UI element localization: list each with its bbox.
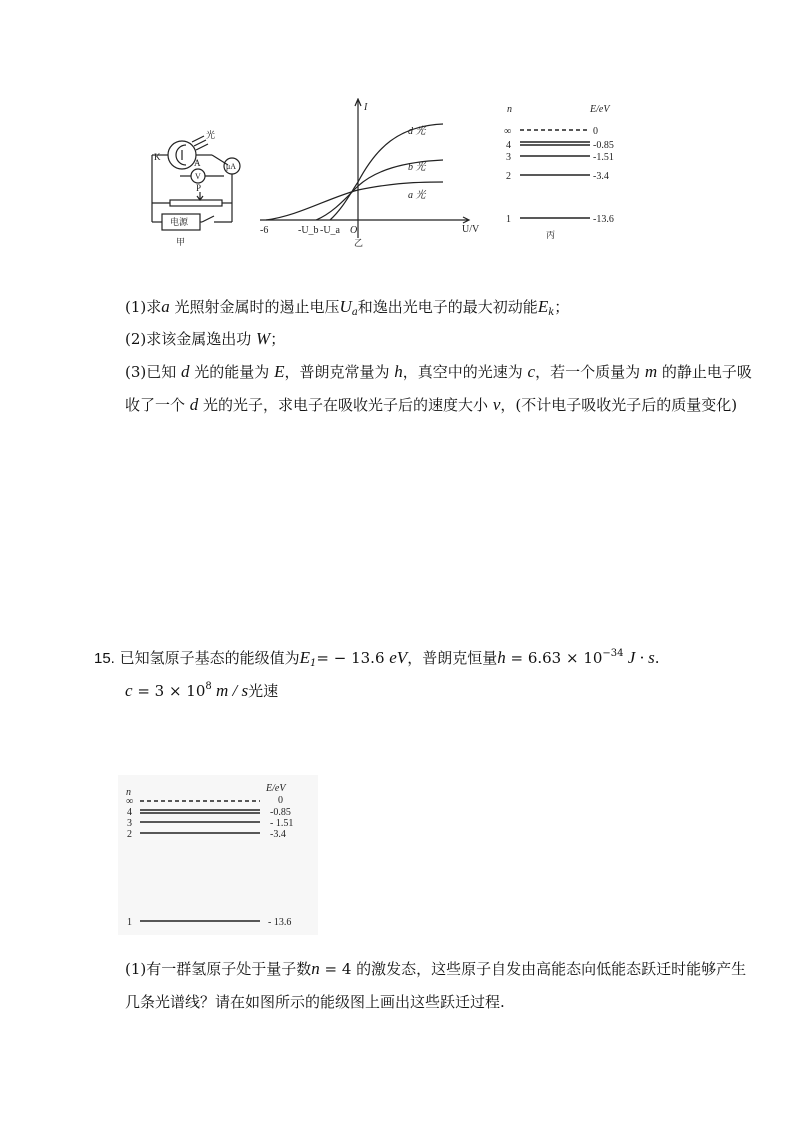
figure-energy-levels-top bbox=[500, 100, 630, 240]
level-label-n: 2 bbox=[127, 829, 132, 840]
label-k: K bbox=[154, 152, 161, 162]
level-label-n: 3 bbox=[127, 818, 132, 829]
curve-a-label: a 光 bbox=[408, 190, 426, 201]
header-n: n bbox=[507, 104, 512, 115]
caption-yi: 乙 bbox=[354, 238, 364, 248]
curve-b-label: b 光 bbox=[408, 162, 426, 173]
q14-part2: (2)求该金属逸出功 W； bbox=[125, 329, 286, 348]
level-label-e: -3.4 bbox=[270, 829, 286, 840]
q15-part1-line2: 几条光谱线？请在如图所示的能级图上画出这些跃迁过程. bbox=[125, 993, 505, 1011]
level-label-e: - 1.51 bbox=[270, 818, 294, 829]
q14-part1: (1)求a 光照射金属时的遏止电压$U_a$和逸出光电子的最大初动能$E_k$； bbox=[125, 297, 570, 318]
switch bbox=[202, 216, 214, 222]
tick-ua: -U_a bbox=[320, 225, 340, 236]
level-label-e: -0.85 bbox=[270, 807, 291, 818]
label-p: P bbox=[196, 183, 202, 193]
q15-part1: (1)有一群氢原子处于量子数n = 4 的激发态，这些原子自发由高能态向低能态跃迁时能够产生 bbox=[125, 959, 747, 978]
level-label-n: 4 bbox=[127, 807, 132, 818]
y-axis-label: I bbox=[364, 102, 368, 113]
level-label-n: ∞ bbox=[126, 796, 134, 807]
light-ray bbox=[194, 140, 206, 146]
figure-energy-levels-q15 bbox=[118, 775, 318, 935]
level-label-e: -13.6 bbox=[593, 214, 614, 225]
question-number: 15. bbox=[94, 650, 115, 667]
level-label-e: - 13.6 bbox=[268, 917, 292, 928]
light-ray bbox=[196, 144, 208, 150]
header-n: n bbox=[126, 787, 131, 798]
curve-d bbox=[330, 124, 443, 220]
label-a: A bbox=[194, 158, 201, 168]
tick-ub: -U_b bbox=[298, 225, 319, 236]
level-label-n: 2 bbox=[506, 171, 511, 182]
caption-jia: 甲 bbox=[176, 237, 186, 247]
level-label-e: -3.4 bbox=[593, 171, 609, 182]
level-label-e: -0.85 bbox=[593, 140, 614, 151]
level-label-e: 0 bbox=[278, 795, 283, 806]
q15-stem-line2: $c = 3 \times 10^8$ m / s光速 bbox=[125, 681, 279, 700]
label-ua: μA bbox=[226, 162, 237, 171]
label-source: 电源 bbox=[170, 217, 189, 227]
cathode bbox=[176, 145, 186, 165]
curve-d-label: d 光 bbox=[408, 126, 426, 137]
level-label-n: ∞ bbox=[504, 126, 512, 137]
light-ray bbox=[192, 136, 204, 142]
level-label-e: -1.51 bbox=[593, 152, 614, 163]
q15-stem: 15. 已知氢原子基态的能级值为$E_1= - 13.6$ eV，普朗克恒量$h = 6.63 \times 10^{-34}$ J · s. bbox=[94, 648, 660, 669]
tick-minus6: -6 bbox=[260, 225, 269, 236]
caption-bing: 丙 bbox=[546, 230, 556, 240]
origin-label: O bbox=[350, 225, 358, 236]
rheostat bbox=[170, 200, 222, 206]
header-e: E/eV bbox=[266, 783, 286, 794]
q14-part3-line2: 收了一个 d 光的光子，求电子在吸收光子后的速度大小 v，(不计电子吸收光子后的质量变化) bbox=[125, 395, 738, 414]
figure-circuit bbox=[140, 130, 250, 250]
header-e: E/eV bbox=[590, 104, 610, 115]
level-label-n: 1 bbox=[506, 214, 511, 225]
label-v: V bbox=[195, 172, 201, 181]
level-label-n: 4 bbox=[506, 140, 511, 151]
x-axis-label: U/V bbox=[462, 224, 480, 235]
level-label-n: 3 bbox=[506, 152, 511, 163]
label-light: 光 bbox=[206, 130, 216, 140]
q14-part3: (3)已知 d 光的能量为 E，普朗克常量为 h，真空中的光速为 c，若一个质量为 m 的静止电子吸 bbox=[125, 362, 752, 381]
level-label-n: 1 bbox=[127, 917, 132, 928]
figure-iu-curves bbox=[258, 98, 490, 248]
level-label-e: 0 bbox=[593, 126, 598, 137]
